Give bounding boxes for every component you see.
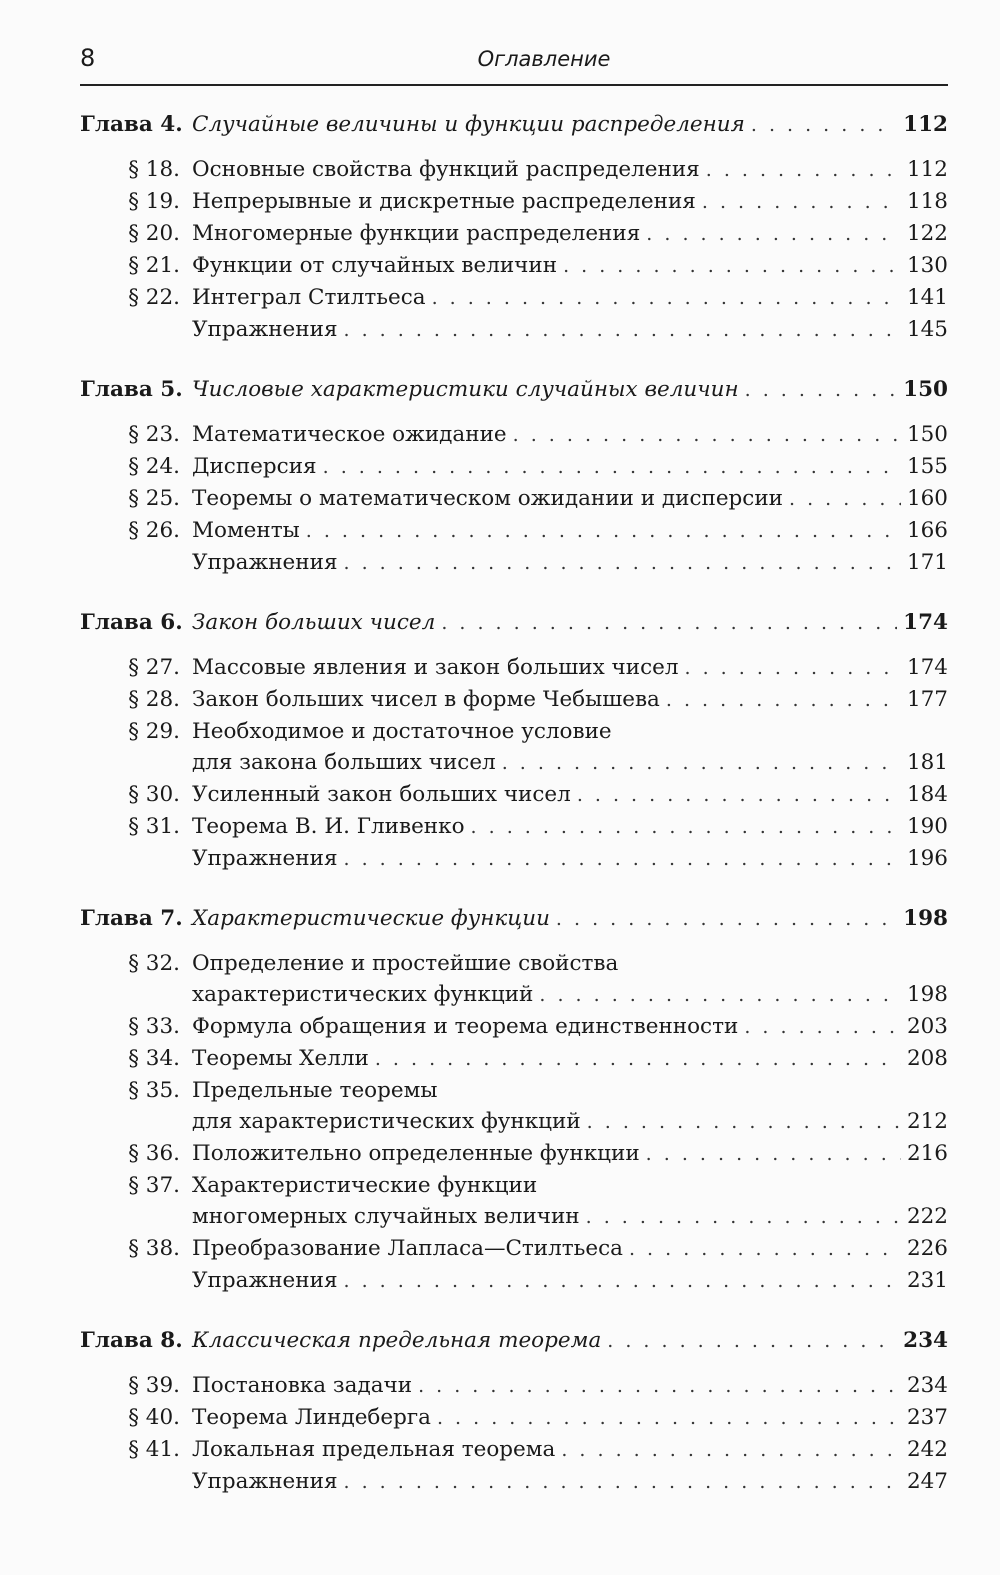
chapter-heading [80,374,948,406]
section-entry [80,250,948,282]
chapter-heading [80,607,948,639]
section-number: § 20. [128,221,180,246]
section-page: 196 [906,846,948,871]
section-entry [80,1233,948,1265]
chapter-block [80,374,948,579]
section-number: § 35. [128,1078,180,1103]
section-entry [80,547,948,579]
section-title: Упражнения [192,317,338,342]
section-page: 155 [906,454,948,479]
section-page: 226 [906,1236,948,1261]
dot-leader [441,608,897,639]
section-title: Преобразование Лапласа—Стилтьеса [192,1236,623,1261]
dot-leader [646,219,901,250]
chapter-block [80,607,948,875]
section-entry [80,1370,948,1402]
section-number: § 23. [128,422,180,447]
page-number: 8 [80,44,96,72]
section-title: Определение и простейшие свойства [192,951,619,976]
section-title: Массовые явления и закон больших чисел [192,655,679,680]
section-entry [80,948,948,979]
section-entry [80,1043,948,1075]
section-number: § 39. [128,1373,180,1398]
section-title: Упражнения [192,550,338,575]
section-page: 198 [906,982,948,1007]
section-number: § 25. [128,486,180,511]
table-of-contents [80,109,948,1526]
dot-leader [666,685,901,716]
section-title: Характеристические функции [192,1173,538,1198]
chapter-title: Случайные величины и функции распределения [192,112,745,137]
section-number: § 36. [128,1141,180,1166]
section-number: § 40. [128,1405,180,1430]
section-title: Предельные теоремы [192,1078,438,1103]
dot-leader [745,375,897,406]
section-page: 190 [906,814,948,839]
section-number: § 37. [128,1173,180,1198]
section-title: Постановка задачи [192,1373,413,1398]
dot-leader [577,780,901,811]
section-number: § 22. [128,285,180,310]
dot-leader [685,653,901,684]
section-entry [80,1075,948,1106]
section-entry [80,419,948,451]
section-entry [80,282,948,314]
section-title: для характеристических функций [192,1109,581,1134]
section-entry [80,811,948,843]
dot-leader [513,420,901,451]
dot-leader [563,251,901,282]
section-page: 130 [906,253,948,278]
section-title: многомерных случайных величин [192,1204,580,1229]
section-title: Закон больших чисел в форме Чебышева [192,687,660,712]
dot-leader [751,110,897,141]
section-entry [80,779,948,811]
section-page: 208 [906,1046,948,1071]
chapter-page: 174 [903,610,948,635]
section-number: § 19. [128,189,180,214]
section-page: 112 [906,157,948,182]
section-number: § 18. [128,157,180,182]
dot-leader [586,1202,901,1233]
dot-leader [306,516,901,547]
chapter-block [80,903,948,1297]
section-title: Моменты [192,518,300,543]
section-title: Упражнения [192,1268,338,1293]
chapter-block [80,1325,948,1498]
section-number: § 31. [128,814,180,839]
section-page: 141 [906,285,948,310]
section-title: Теорема Линдеберга [192,1405,431,1430]
section-page: 237 [906,1405,948,1430]
section-page: 122 [906,221,948,246]
section-entry [80,716,948,747]
section-entry [80,186,948,218]
section-number: § 26. [128,518,180,543]
section-number: § 27. [128,655,180,680]
section-page: 231 [906,1268,948,1293]
dot-leader [375,1044,901,1075]
section-entry [80,218,948,250]
section-title: для закона больших чисел [192,750,496,775]
section-entry [80,1466,948,1498]
chapter-label: Глава 5. [80,377,183,402]
section-page: 150 [906,422,948,447]
section-title: Упражнения [192,1469,338,1494]
section-entry [80,1011,948,1043]
chapter-title: Закон больших чисел [192,610,436,635]
section-title: Формула обращения и теорема единственности [192,1014,739,1039]
section-title: Теоремы о математическом ожидании и дисперсии [192,486,784,511]
dot-leader [418,1371,901,1402]
dot-leader [471,812,901,843]
section-entry [80,314,948,346]
dot-leader [607,1326,897,1357]
section-page: 177 [906,687,948,712]
chapter-title: Числовые характеристики случайных величин [192,377,739,402]
dot-leader [789,484,901,515]
section-title: Математическое ожидание [192,422,507,447]
section-title: Упражнения [192,846,338,871]
section-entry [80,1170,948,1201]
section-entry [80,652,948,684]
dot-leader [437,1403,901,1434]
section-title: Локальная предельная теорема [192,1437,556,1462]
chapter-heading [80,1325,948,1357]
dot-leader [344,315,901,346]
section-page: 222 [906,1204,948,1229]
section-entry [80,843,948,875]
chapter-page: 112 [903,112,948,137]
section-entry [80,1265,948,1297]
dot-leader [344,1266,901,1297]
section-page: 184 [906,782,948,807]
section-title: Теоремы Хелли [192,1046,369,1071]
section-number: § 38. [128,1236,180,1261]
page-header [80,44,948,86]
section-number: § 34. [128,1046,180,1071]
running-title: Оглавление [477,47,611,71]
section-page: 216 [906,1141,948,1166]
section-number: § 32. [128,951,180,976]
dot-leader [629,1234,901,1265]
section-number: § 33. [128,1014,180,1039]
chapter-heading [80,109,948,141]
section-title: Функции от случайных величин [192,253,558,278]
section-entry [80,1434,948,1466]
dot-leader [561,1435,901,1466]
dot-leader [706,155,901,186]
chapter-block [80,109,948,346]
dot-leader [539,980,901,1011]
chapter-label: Глава 4. [80,112,183,137]
chapter-page: 198 [903,906,948,931]
section-entry [80,747,948,779]
section-page: 242 [906,1437,948,1462]
section-page: 247 [906,1469,948,1494]
section-page: 160 [906,486,948,511]
section-title: Положительно определенные функции [192,1141,640,1166]
section-number: § 24. [128,454,180,479]
section-entry [80,1138,948,1170]
section-entry [80,1106,948,1138]
chapter-label: Глава 6. [80,610,183,635]
section-entry [80,154,948,186]
dot-leader [702,187,901,218]
chapter-heading [80,903,948,935]
section-title: Теорема В. И. Гливенко [192,814,465,839]
section-entry [80,1402,948,1434]
section-title: Усиленный закон больших чисел [192,782,571,807]
section-title: Интеграл Стилтьеса [192,285,426,310]
chapter-page: 150 [903,377,948,402]
section-page: 174 [906,655,948,680]
section-number: § 41. [128,1437,180,1462]
section-title: Необходимое и достаточное условие [192,719,612,744]
section-number: § 21. [128,253,180,278]
section-entry [80,451,948,483]
chapter-page: 234 [903,1328,948,1353]
section-entry [80,979,948,1011]
section-page: 166 [906,518,948,543]
section-page: 171 [906,550,948,575]
section-title: Дисперсия [192,454,317,479]
chapter-label: Глава 7. [80,906,183,931]
section-page: 145 [906,317,948,342]
section-title: Многомерные функции распределения [192,221,641,246]
dot-leader [344,548,901,579]
dot-leader [646,1139,901,1170]
dot-leader [502,748,901,779]
chapter-label: Глава 8. [80,1328,183,1353]
section-entry [80,483,948,515]
section-page: 234 [906,1373,948,1398]
dot-leader [587,1107,901,1138]
chapter-title: Характеристические функции [192,906,550,931]
dot-leader [323,452,901,483]
section-entry [80,515,948,547]
section-number: § 30. [128,782,180,807]
dot-leader [744,1012,901,1043]
section-title: Основные свойства функций распределения [192,157,700,182]
dot-leader [344,1467,901,1498]
dot-leader [432,283,901,314]
dot-leader [556,904,897,935]
section-page: 212 [906,1109,948,1134]
section-page: 118 [906,189,948,214]
section-page: 203 [906,1014,948,1039]
dot-leader [344,844,901,875]
section-entry [80,684,948,716]
section-entry [80,1201,948,1233]
section-title: Непрерывные и дискретные распределения [192,189,696,214]
section-number: § 28. [128,687,180,712]
section-title: характеристических функций [192,982,534,1007]
section-number: § 29. [128,719,180,744]
chapter-title: Классическая предельная теорема [192,1328,602,1353]
section-page: 181 [906,750,948,775]
